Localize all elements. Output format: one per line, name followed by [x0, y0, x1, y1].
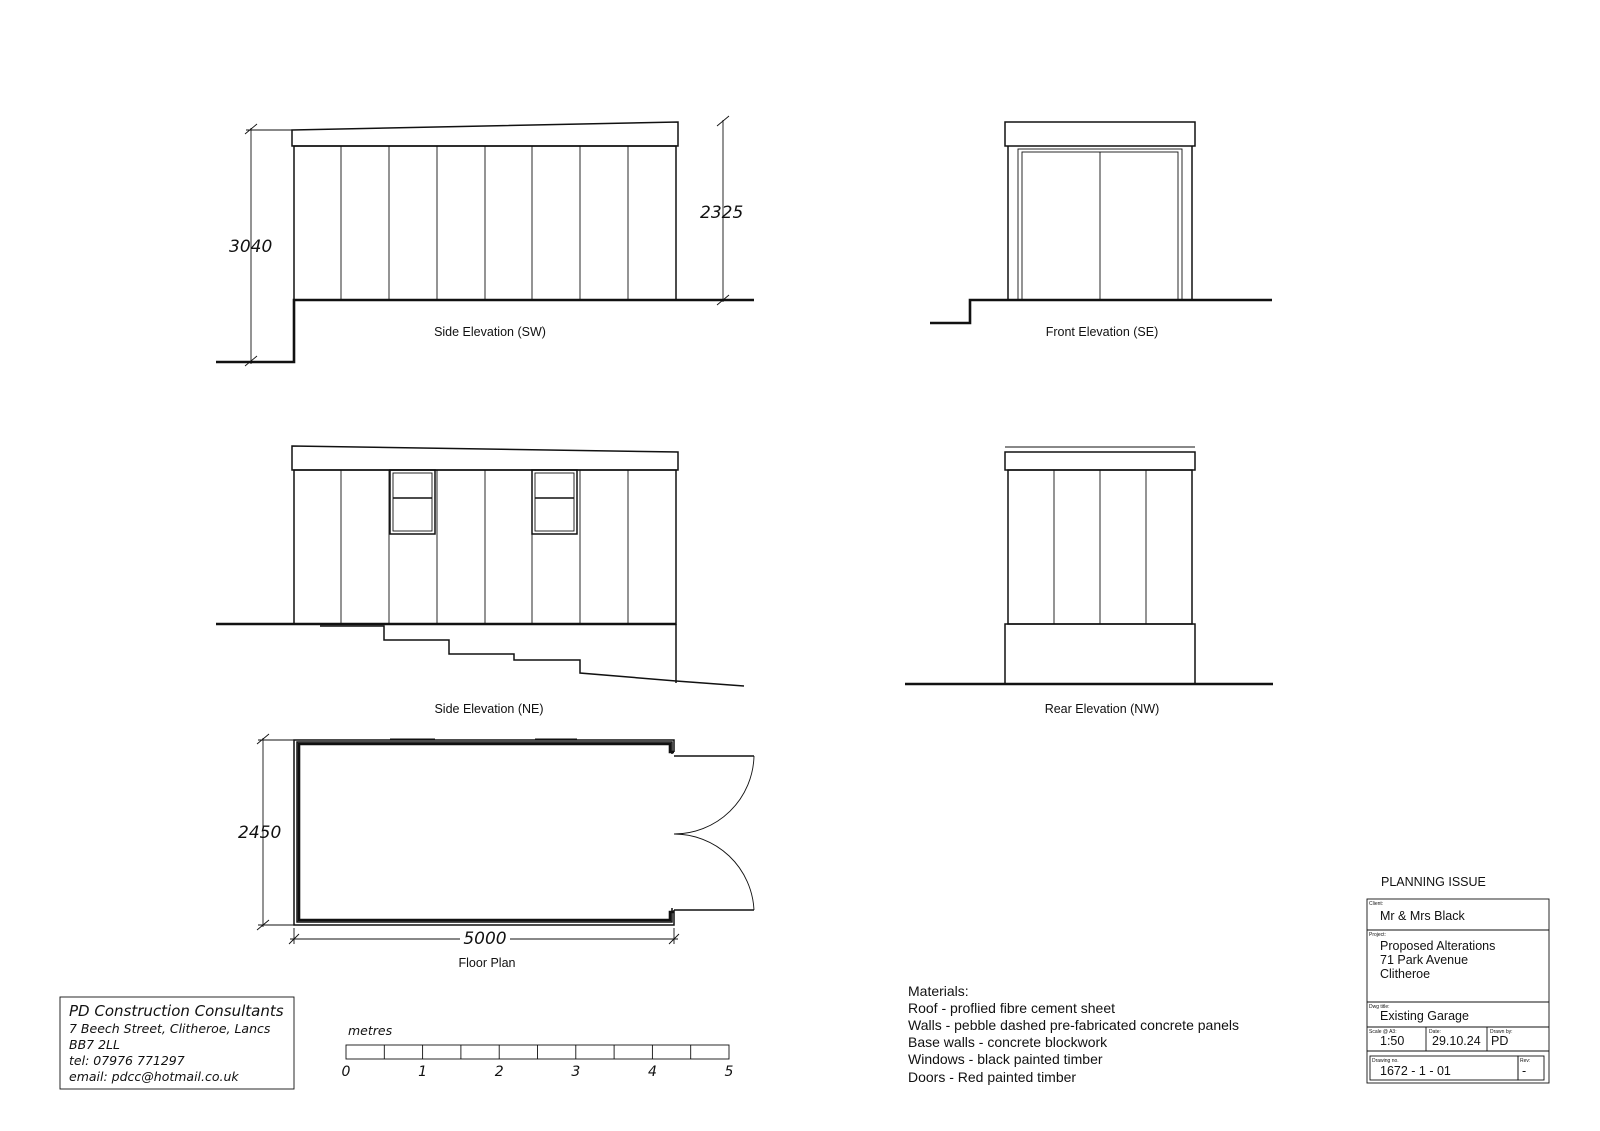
side-ne-label: Side Elevation (NE)	[434, 702, 544, 716]
scale-bar	[342, 1023, 734, 1080]
scale-bar-label: 0	[341, 1064, 351, 1080]
rear-nw-label: Rear Elevation (NW)	[1044, 702, 1160, 716]
scale-bar-label: 1	[418, 1064, 428, 1080]
scale-caption: Scale @ A3:	[1369, 1029, 1397, 1035]
materials-item: Base walls - concrete blockwork	[908, 1034, 1108, 1050]
drawing-title: Existing Garage	[1380, 1009, 1469, 1023]
company-tel: tel: 07976 771297	[69, 1053, 185, 1068]
scale-bar-label: 4	[647, 1064, 657, 1080]
materials-item: Walls - pebble dashed pre-fabricated concrete panels	[908, 1017, 1240, 1033]
side-sw-dim-left: 3040	[229, 237, 273, 257]
company-address-line1: 7 Beech Street, Clitheroe, Lancs	[69, 1021, 271, 1036]
drawing-title-caption: Dwg title:	[1369, 1004, 1390, 1010]
materials-item: Windows - black painted timber	[908, 1051, 1103, 1067]
scale-bar-label: 5	[724, 1064, 734, 1080]
company-email: email: pdcc@hotmail.co.uk	[69, 1069, 239, 1084]
planning-status: PLANNING ISSUE	[1381, 875, 1486, 889]
window-left	[390, 470, 435, 534]
company-address-line2: BB7 2LL	[69, 1037, 120, 1052]
client-caption: Client:	[1369, 901, 1384, 907]
floor-plan-dim-length: 5000	[463, 929, 507, 949]
revision-caption: Rev:	[1520, 1058, 1531, 1064]
project-caption: Project:	[1369, 932, 1386, 938]
window-right	[532, 470, 577, 534]
rear-elevation-nw	[905, 447, 1273, 716]
scale-bar-label: 3	[571, 1064, 581, 1080]
floor-plan	[238, 734, 754, 970]
revision-value: -	[1522, 1064, 1527, 1078]
materials-item: Roof - proflied fibre cement sheet	[908, 1000, 1115, 1016]
title-block	[1367, 875, 1549, 1083]
side-elevation-sw	[216, 116, 754, 366]
scale-bar-unit: metres	[348, 1023, 393, 1038]
company-name: PD Construction Consultants	[69, 1002, 284, 1020]
drawn-by-caption: Drawn by:	[1490, 1029, 1513, 1035]
materials-item: Doors - Red painted timber	[908, 1069, 1077, 1085]
drawing-number-caption: Drawing no.	[1372, 1058, 1399, 1064]
date-caption: Date:	[1429, 1029, 1441, 1035]
front-se-label: Front Elevation (SE)	[1045, 325, 1159, 339]
company-box	[60, 997, 294, 1089]
floor-plan-label: Floor Plan	[458, 956, 516, 970]
scale-value: 1:50	[1380, 1034, 1405, 1048]
front-elevation-se	[930, 122, 1272, 339]
side-sw-dim-right: 2325	[700, 203, 744, 223]
project-line2: 71 Park Avenue	[1380, 953, 1469, 967]
drawing-number: 1672 - 1 - 01	[1380, 1064, 1451, 1078]
materials-heading: Materials:	[908, 983, 969, 999]
side-elevation-ne	[216, 446, 744, 716]
side-sw-label: Side Elevation (SW)	[434, 325, 546, 339]
project-line1: Proposed Alterations	[1380, 939, 1496, 953]
scale-bar-label: 2	[494, 1064, 504, 1080]
drawn-by-value: PD	[1491, 1034, 1509, 1048]
client-name: Mr & Mrs Black	[1380, 909, 1465, 923]
project-line3: Clitheroe	[1380, 967, 1431, 981]
materials-notes	[908, 983, 1239, 1085]
date-value: 29.10.24	[1432, 1034, 1481, 1048]
floor-plan-dim-width: 2450	[238, 823, 282, 843]
